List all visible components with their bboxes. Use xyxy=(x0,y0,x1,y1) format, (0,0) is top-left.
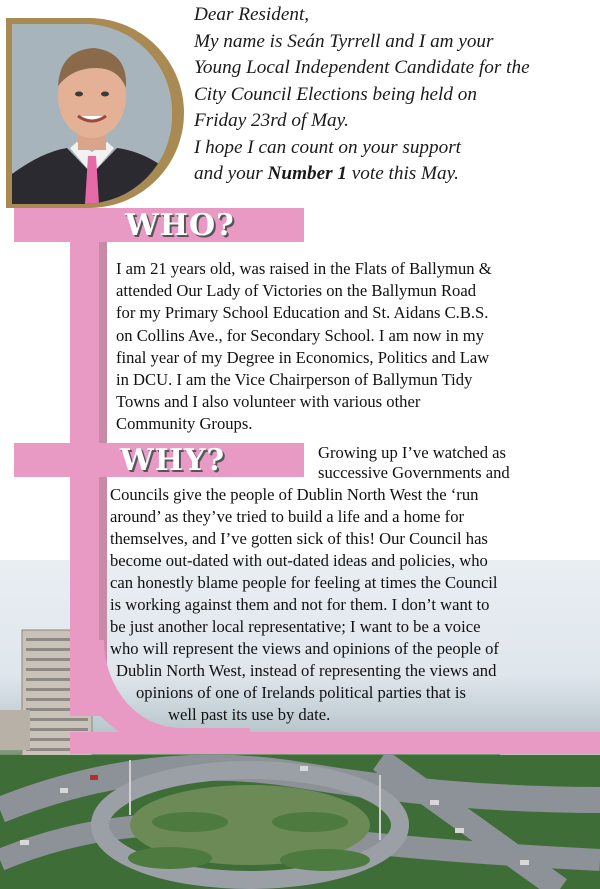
why-line: themselves, and I’ve gotten sick of this! Our Council has xyxy=(110,529,488,548)
letter-last-prefix: and your xyxy=(194,163,268,184)
why-line: Growing up I’ve watched as xyxy=(318,443,507,462)
intro-letter xyxy=(194,2,594,188)
why-line: become out-dated with out-dated ideas and policies, who xyxy=(110,551,488,570)
why-line: who will represent the views and opinions of the people of xyxy=(110,639,499,658)
letter-line: My name is Seán Tyrrell and I am your xyxy=(194,30,494,52)
who-line: I am 21 years old, was raised in the Flats of Ballymun & xyxy=(116,259,492,278)
letter-last-suffix: vote this May. xyxy=(346,163,459,184)
why-line: Dublin North West, instead of representing the views and xyxy=(116,661,497,680)
why-line: be just another local representative; I want to be a voice xyxy=(110,617,481,636)
why-line: can honestly blame people for feeling at times the Council xyxy=(110,573,498,592)
why-line: well past its use by date. xyxy=(168,705,331,724)
why-line: Councils give the people of Dublin North West the ‘run xyxy=(110,485,479,504)
who-line: on Collins Ave., for Secondary School. I am now in my xyxy=(116,325,484,345)
who-line: attended Our Lady of Victories on the Ballymun Road xyxy=(116,281,476,301)
why-line: is working against them and not for them. I don’t want to xyxy=(110,595,490,614)
why-line: around’ as they’ve tried to build a life and a home for xyxy=(110,507,465,526)
letter-line: I hope I can count on your support xyxy=(194,136,461,158)
number-one-emphasis: Number 1 xyxy=(267,163,347,184)
who-heading: WHO? xyxy=(125,208,235,243)
letter-last-line xyxy=(194,161,594,188)
letter-line: Friday 23rd of May. xyxy=(194,110,349,131)
pink-frame-bottom xyxy=(70,732,600,754)
letter-line: City Council Elections being held on xyxy=(194,83,477,105)
who-line: Towns and I also volunteer with various other xyxy=(116,392,421,412)
who-paragraph xyxy=(116,258,492,436)
who-line: Community Groups. xyxy=(116,414,253,434)
letter-line: Young Local Independent Candidate for the xyxy=(194,57,530,78)
who-line: in DCU. I am the Vice Chairperson of Ballymun Tidy xyxy=(116,370,473,390)
why-heading: WHY? xyxy=(120,443,226,478)
who-line: final year of my Degree in Economics, Politics and Law xyxy=(116,347,490,367)
why-line: successive Governments and xyxy=(318,463,510,482)
who-line: for my Primary School Education and St. Aidans C.B.S. xyxy=(116,303,489,323)
letter-line: Dear Resident, xyxy=(194,4,310,25)
why-line: opinions of one of Irelands political parties that is xyxy=(136,683,466,702)
